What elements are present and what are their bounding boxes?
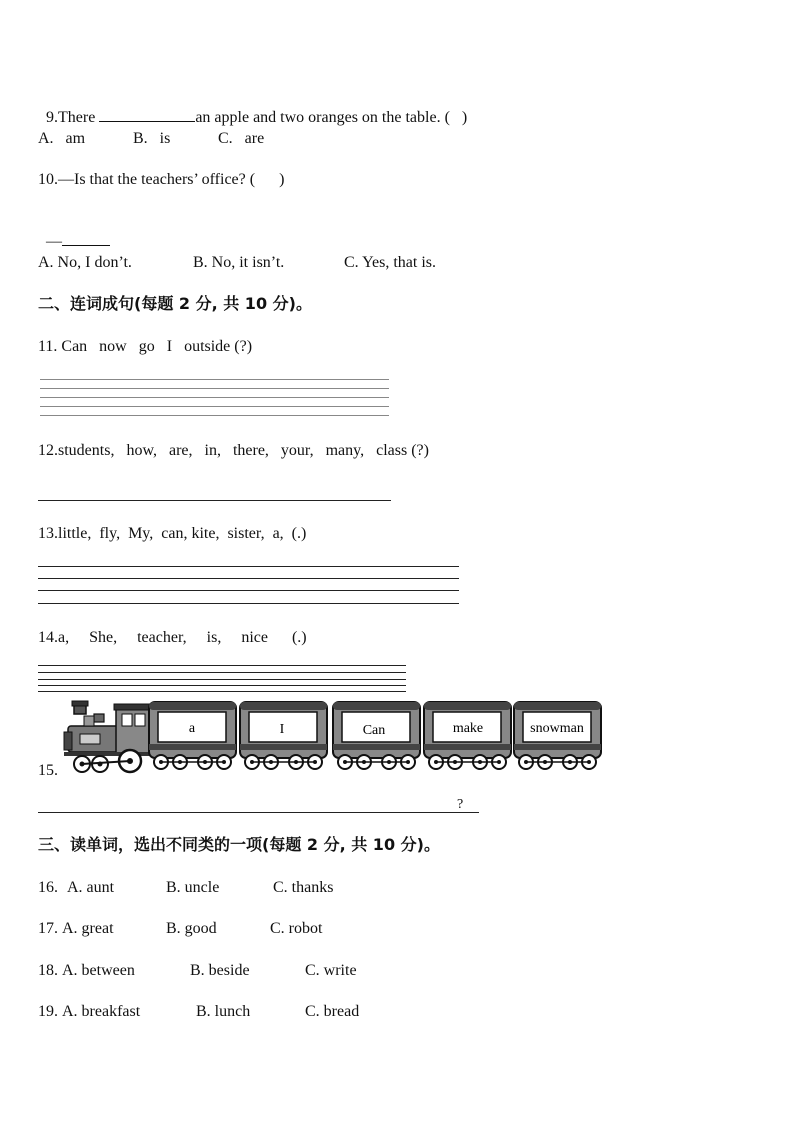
question-mark: ? bbox=[457, 797, 464, 812]
question-17-number: 17. bbox=[38, 920, 58, 937]
option-c: C. robot bbox=[270, 920, 323, 937]
question-10-answer-line bbox=[38, 211, 110, 252]
writing-line[interactable] bbox=[38, 679, 406, 680]
option-a: A. No, I don’t. bbox=[38, 254, 132, 271]
writing-line[interactable] bbox=[38, 812, 479, 813]
question-9-suffix: an apple and two oranges on the table. ( ) bbox=[195, 109, 468, 126]
wagon-5 bbox=[514, 702, 601, 769]
answer-dash: — bbox=[46, 233, 62, 250]
option-b: B. good bbox=[166, 920, 217, 937]
option-b: B. No, it isn’t. bbox=[193, 254, 285, 271]
wagon-1 bbox=[149, 702, 236, 769]
option-a: A. aunt bbox=[67, 879, 115, 896]
question-10: 10.—Is that the teachers’ office? ( ) bbox=[38, 171, 285, 188]
writing-line[interactable] bbox=[40, 397, 389, 398]
wagon-3 bbox=[333, 702, 420, 769]
writing-line[interactable] bbox=[38, 691, 406, 692]
option-b: B. is bbox=[133, 130, 171, 147]
writing-line[interactable] bbox=[38, 665, 406, 666]
question-19-number: 19. bbox=[38, 1003, 58, 1020]
answer-blank[interactable] bbox=[99, 107, 195, 122]
question-14: 14.a, She, teacher, is, nice (.) bbox=[38, 629, 307, 646]
writing-line[interactable] bbox=[38, 500, 391, 501]
train-illustration bbox=[60, 698, 605, 778]
question-15-number: 15. bbox=[38, 762, 58, 779]
wagon-word: make bbox=[452, 721, 484, 736]
writing-line[interactable] bbox=[40, 379, 389, 380]
writing-line[interactable] bbox=[40, 415, 389, 416]
wagon-2 bbox=[240, 702, 327, 769]
option-b: B. beside bbox=[190, 962, 250, 979]
writing-line[interactable] bbox=[38, 685, 406, 686]
question-18-number: 18. bbox=[38, 962, 58, 979]
option-c: C. write bbox=[305, 962, 357, 979]
question-11: 11. Can now go I outside (?) bbox=[38, 338, 253, 355]
section-2-title: 二、连词成句(每题 2 分, 共 10 分)。 bbox=[38, 294, 312, 313]
writing-line[interactable] bbox=[38, 603, 459, 604]
wagon-word: snowman bbox=[530, 721, 584, 736]
question-9 bbox=[38, 87, 467, 128]
question-12: 12.students, how, are, in, there, your, many, class (?) bbox=[38, 442, 429, 459]
writing-line[interactable] bbox=[38, 590, 459, 591]
question-16-number: 16. bbox=[38, 879, 58, 896]
writing-line[interactable] bbox=[40, 406, 389, 407]
option-a: A. great bbox=[62, 920, 114, 937]
option-a: A. breakfast bbox=[62, 1003, 141, 1020]
writing-line[interactable] bbox=[38, 566, 459, 567]
option-a: A. between bbox=[62, 962, 135, 979]
section-3-title: 三、读单词，选出不同类的一项(每题 2 分, 共 10 分)。 bbox=[38, 835, 440, 854]
answer-blank[interactable] bbox=[62, 231, 110, 246]
question-13: 13.little, fly, My, can, kite, sister, a, (.) bbox=[38, 525, 307, 542]
option-b: B. uncle bbox=[166, 879, 220, 896]
wagon-word: I bbox=[279, 722, 285, 737]
wagon-4 bbox=[424, 702, 511, 769]
option-b: B. lunch bbox=[196, 1003, 251, 1020]
wagon-word: Can bbox=[362, 723, 386, 738]
option-c: C. are bbox=[218, 130, 265, 147]
writing-line[interactable] bbox=[40, 388, 389, 389]
option-c: C. bread bbox=[305, 1003, 360, 1020]
option-c: C. thanks bbox=[273, 879, 334, 896]
wagon-word: a bbox=[188, 721, 196, 736]
option-a: A. am bbox=[38, 130, 86, 147]
writing-line[interactable] bbox=[38, 672, 406, 673]
writing-line[interactable] bbox=[38, 578, 459, 579]
question-9-prefix: 9.There bbox=[46, 109, 100, 126]
locomotive-image bbox=[64, 701, 152, 772]
option-c: C. Yes, that is. bbox=[344, 254, 437, 271]
